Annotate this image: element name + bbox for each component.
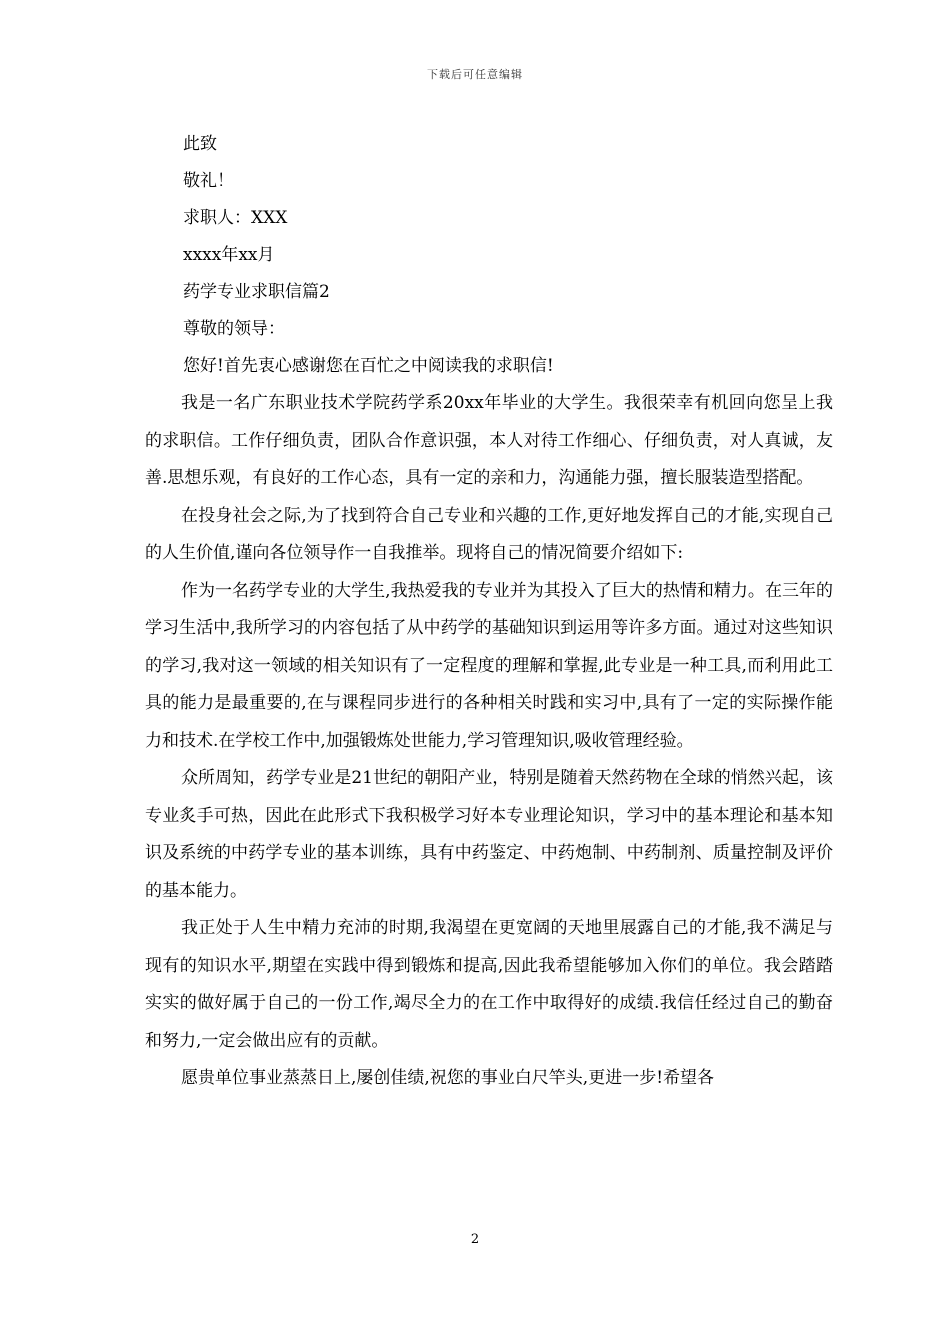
paragraph-field: 众所周知，药学专业是21世纪的朝阳产业，特别是随着天然药物在全球的悄然兴起，该专业炙手可热，因此在此形式下我积极学习好本专业理论知识，学习中的基本理论和基本知识及系统的中药学专业的基本训练，具有中药鉴定、中药炮制、中药制剂、质量控制及评价的基本能力。 (145, 768, 833, 901)
paragraph-studies: 作为一名药学专业的大学生,我热爱我的专业并为其投入了巨大的热情和精力。在三年的学习生活中,我所学习的内容包括了从中药学的基础知识到运用等许多方面。通过对这些知识的学习,我对这一领域的相关知识有了一定程度的理解和掌握,此专业是一种工具,而利用此工具的能力是最重要的,在与课程同步进行的各种相关时践和实习中,具有了一定的实际操作能力和技术.在学校工作中,加强锻炼处世能力,学习管理知识,吸收管理经验。 (145, 580, 833, 751)
greeting: 您好!首先衷心感谢您在百忙之中阅读我的求职信! (183, 356, 554, 376)
paragraph-introduction: 我是一名广东职业技术学院药学系20xx年毕业的大学生。我很荣幸有机回向您呈上我的求职信。工作仔细负责，团队合作意识强，本人对待工作细心、仔细负责，对人真诚，友善.思想乐观，有良好的工作心态，具有一定的亲和力，沟通能力强，擅长服装造型搭配。 (145, 393, 833, 488)
closing-line-2: 敬礼！ (183, 171, 234, 191)
paragraph-self-recommendation: 在投身社会之际,为了找到符合自己专业和兴趣的工作,更好地发挥自己的才能,实现自己的人生价值,谨向各位领导作一自我推举。现将自己的情况简要介绍如下: (145, 505, 833, 563)
letter-body (145, 126, 833, 1098)
closing-line-1: 此致 (183, 134, 217, 154)
page-number: 2 (470, 1232, 480, 1247)
applicant-line: 求职人：XXX (183, 208, 288, 228)
section-title: 药学专业求职信篇2 (183, 282, 330, 302)
paragraph-wishes: 愿贵单位事业蒸蒸日上,屡创佳绩,祝您的事业白尺竿头,更进一步!希望各 (181, 1068, 715, 1088)
paragraph-aspiration: 我正处于人生中精力充沛的时期,我渴望在更宽阔的天地里展露自己的才能,我不满足与现有的知识水平,期望在实践中得到锻炼和提高,因此我希望能够加入你们的单位。我会踏踏实实的做好属于自己的一份工作,竭尽全力的在工作中取得好的成绩.我信任经过自己的勤奋和努力,一定会做出应有的贡献。 (145, 918, 833, 1051)
page-header: 下载后可任意编辑 (427, 68, 523, 81)
date-line: xxxx年xx月 (183, 245, 275, 265)
salutation: 尊敬的领导： (183, 319, 285, 339)
